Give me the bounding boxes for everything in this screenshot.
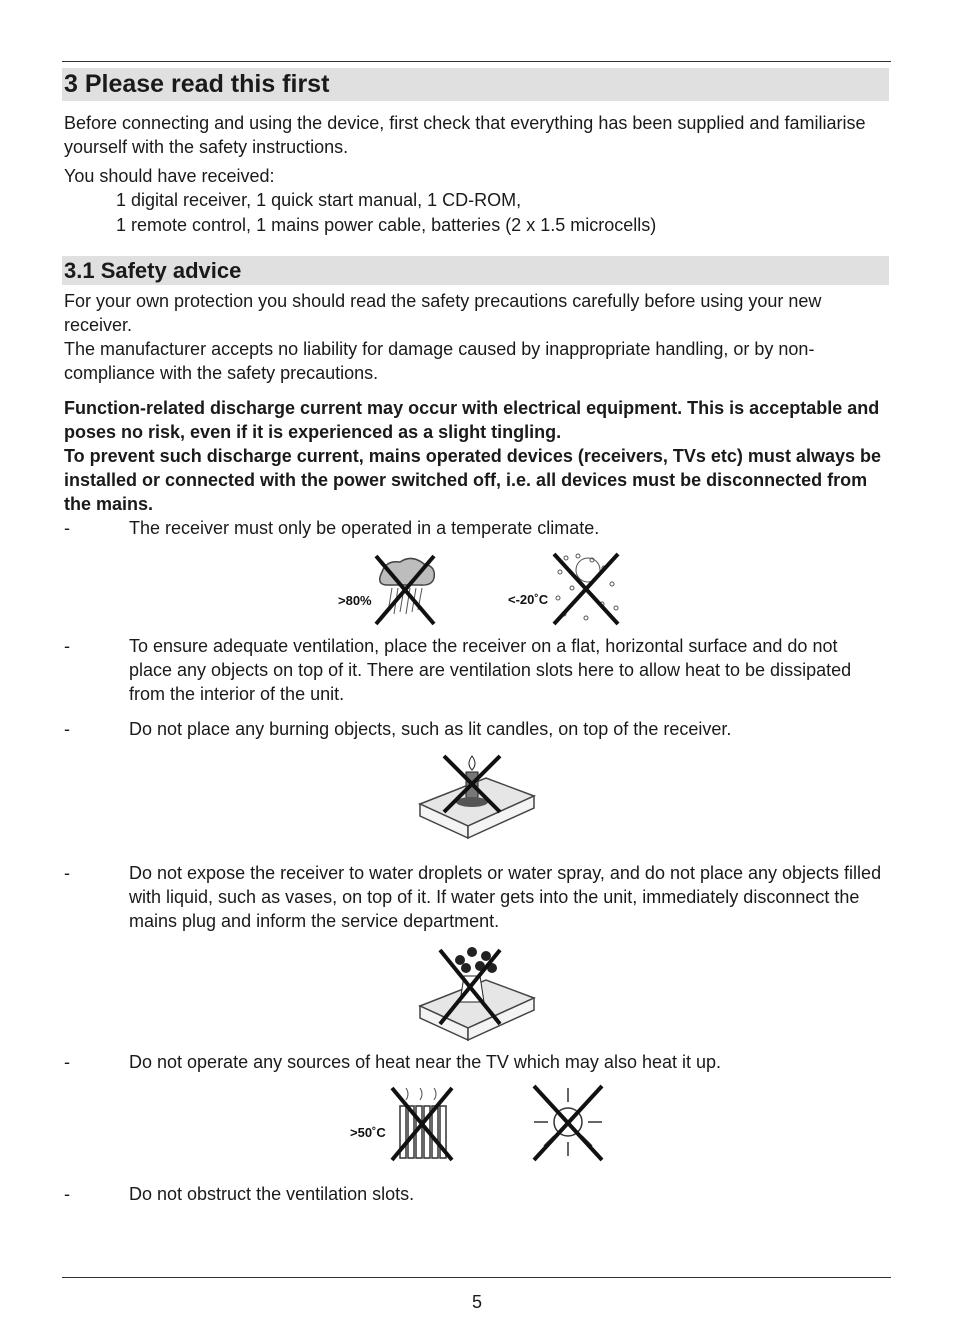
radiator-warning-icon — [348, 1084, 456, 1164]
bullet-dash: - — [64, 1052, 70, 1072]
bullet-text: Do not obstruct the ventilation slots. — [129, 1184, 415, 1204]
subsection-heading: 3.1 Safety advice — [62, 256, 889, 285]
bullet-dash: - — [64, 636, 70, 656]
bullet-text: Do not expose the receiver to water droplets or water spray, and do not place any objects filled with liquid, such as vases, on top of it. If water gets into the unit, immediately disconnect the mains plug and inform the service department. — [129, 863, 882, 931]
humidity-label: >80% — [338, 593, 372, 608]
power-off-warning: To prevent such discharge current, mains operated devices (receivers, TVs etc) must always be installed or connected with the power switched off, i.e. all devices must be disconnected from the mains. — [64, 446, 881, 514]
cold-warning-icon — [506, 548, 626, 628]
heat-label: >50˚C — [350, 1125, 386, 1140]
page-number: 5 — [471, 1292, 482, 1312]
bullet-dash: - — [64, 518, 70, 538]
bullet-text: To ensure adequate ventilation, place the receiver on a flat, horizontal surface and do not place any objects on top of it. There are ventilation slots here to allow heat to be dissipated from the interior of the unit. — [129, 636, 852, 704]
received-item: 1 digital receiver, 1 quick start manual, 1 CD-ROM, — [116, 190, 522, 210]
discharge-warning: Function-related discharge current may occur with electrical equipment. This is acceptable and poses no risk, even if it is experienced as a slight tingling. — [64, 398, 880, 442]
humidity-warning-icon — [334, 552, 444, 628]
cold-label: <-20˚C — [508, 592, 549, 607]
section-heading: 3 Please read this first — [62, 68, 889, 101]
bullet-dash: - — [64, 719, 70, 739]
bullet-text: The receiver must only be operated in a temperate climate. — [129, 518, 600, 538]
candle-on-receiver-icon — [416, 750, 540, 846]
vase-on-receiver-icon — [416, 938, 540, 1048]
received-item: 1 remote control, 1 mains power cable, batteries (2 x 1.5 microcells) — [116, 215, 657, 235]
received-label: You should have received: — [64, 166, 275, 186]
intro-paragraph: Before connecting and using the device, first check that everything has been supplied and familiarise yourself with the safety instructions. — [64, 113, 866, 157]
sun-warning-icon — [528, 1082, 608, 1164]
liability-paragraph: The manufacturer accepts no liability for damage caused by inappropriate handling, or by non-compliance with the safety precautions. — [64, 339, 815, 383]
bottom-rule — [62, 1277, 891, 1278]
top-rule — [62, 61, 891, 62]
bullet-text: Do not place any burning objects, such as lit candles, on top of the receiver. — [129, 719, 732, 739]
bullet-text: Do not operate any sources of heat near the TV which may also heat it up. — [129, 1052, 722, 1072]
safety-intro-paragraph: For your own protection you should read the safety precautions carefully before using your new receiver. — [64, 291, 822, 335]
bullet-dash: - — [64, 1184, 70, 1204]
bullet-dash: - — [64, 863, 70, 883]
